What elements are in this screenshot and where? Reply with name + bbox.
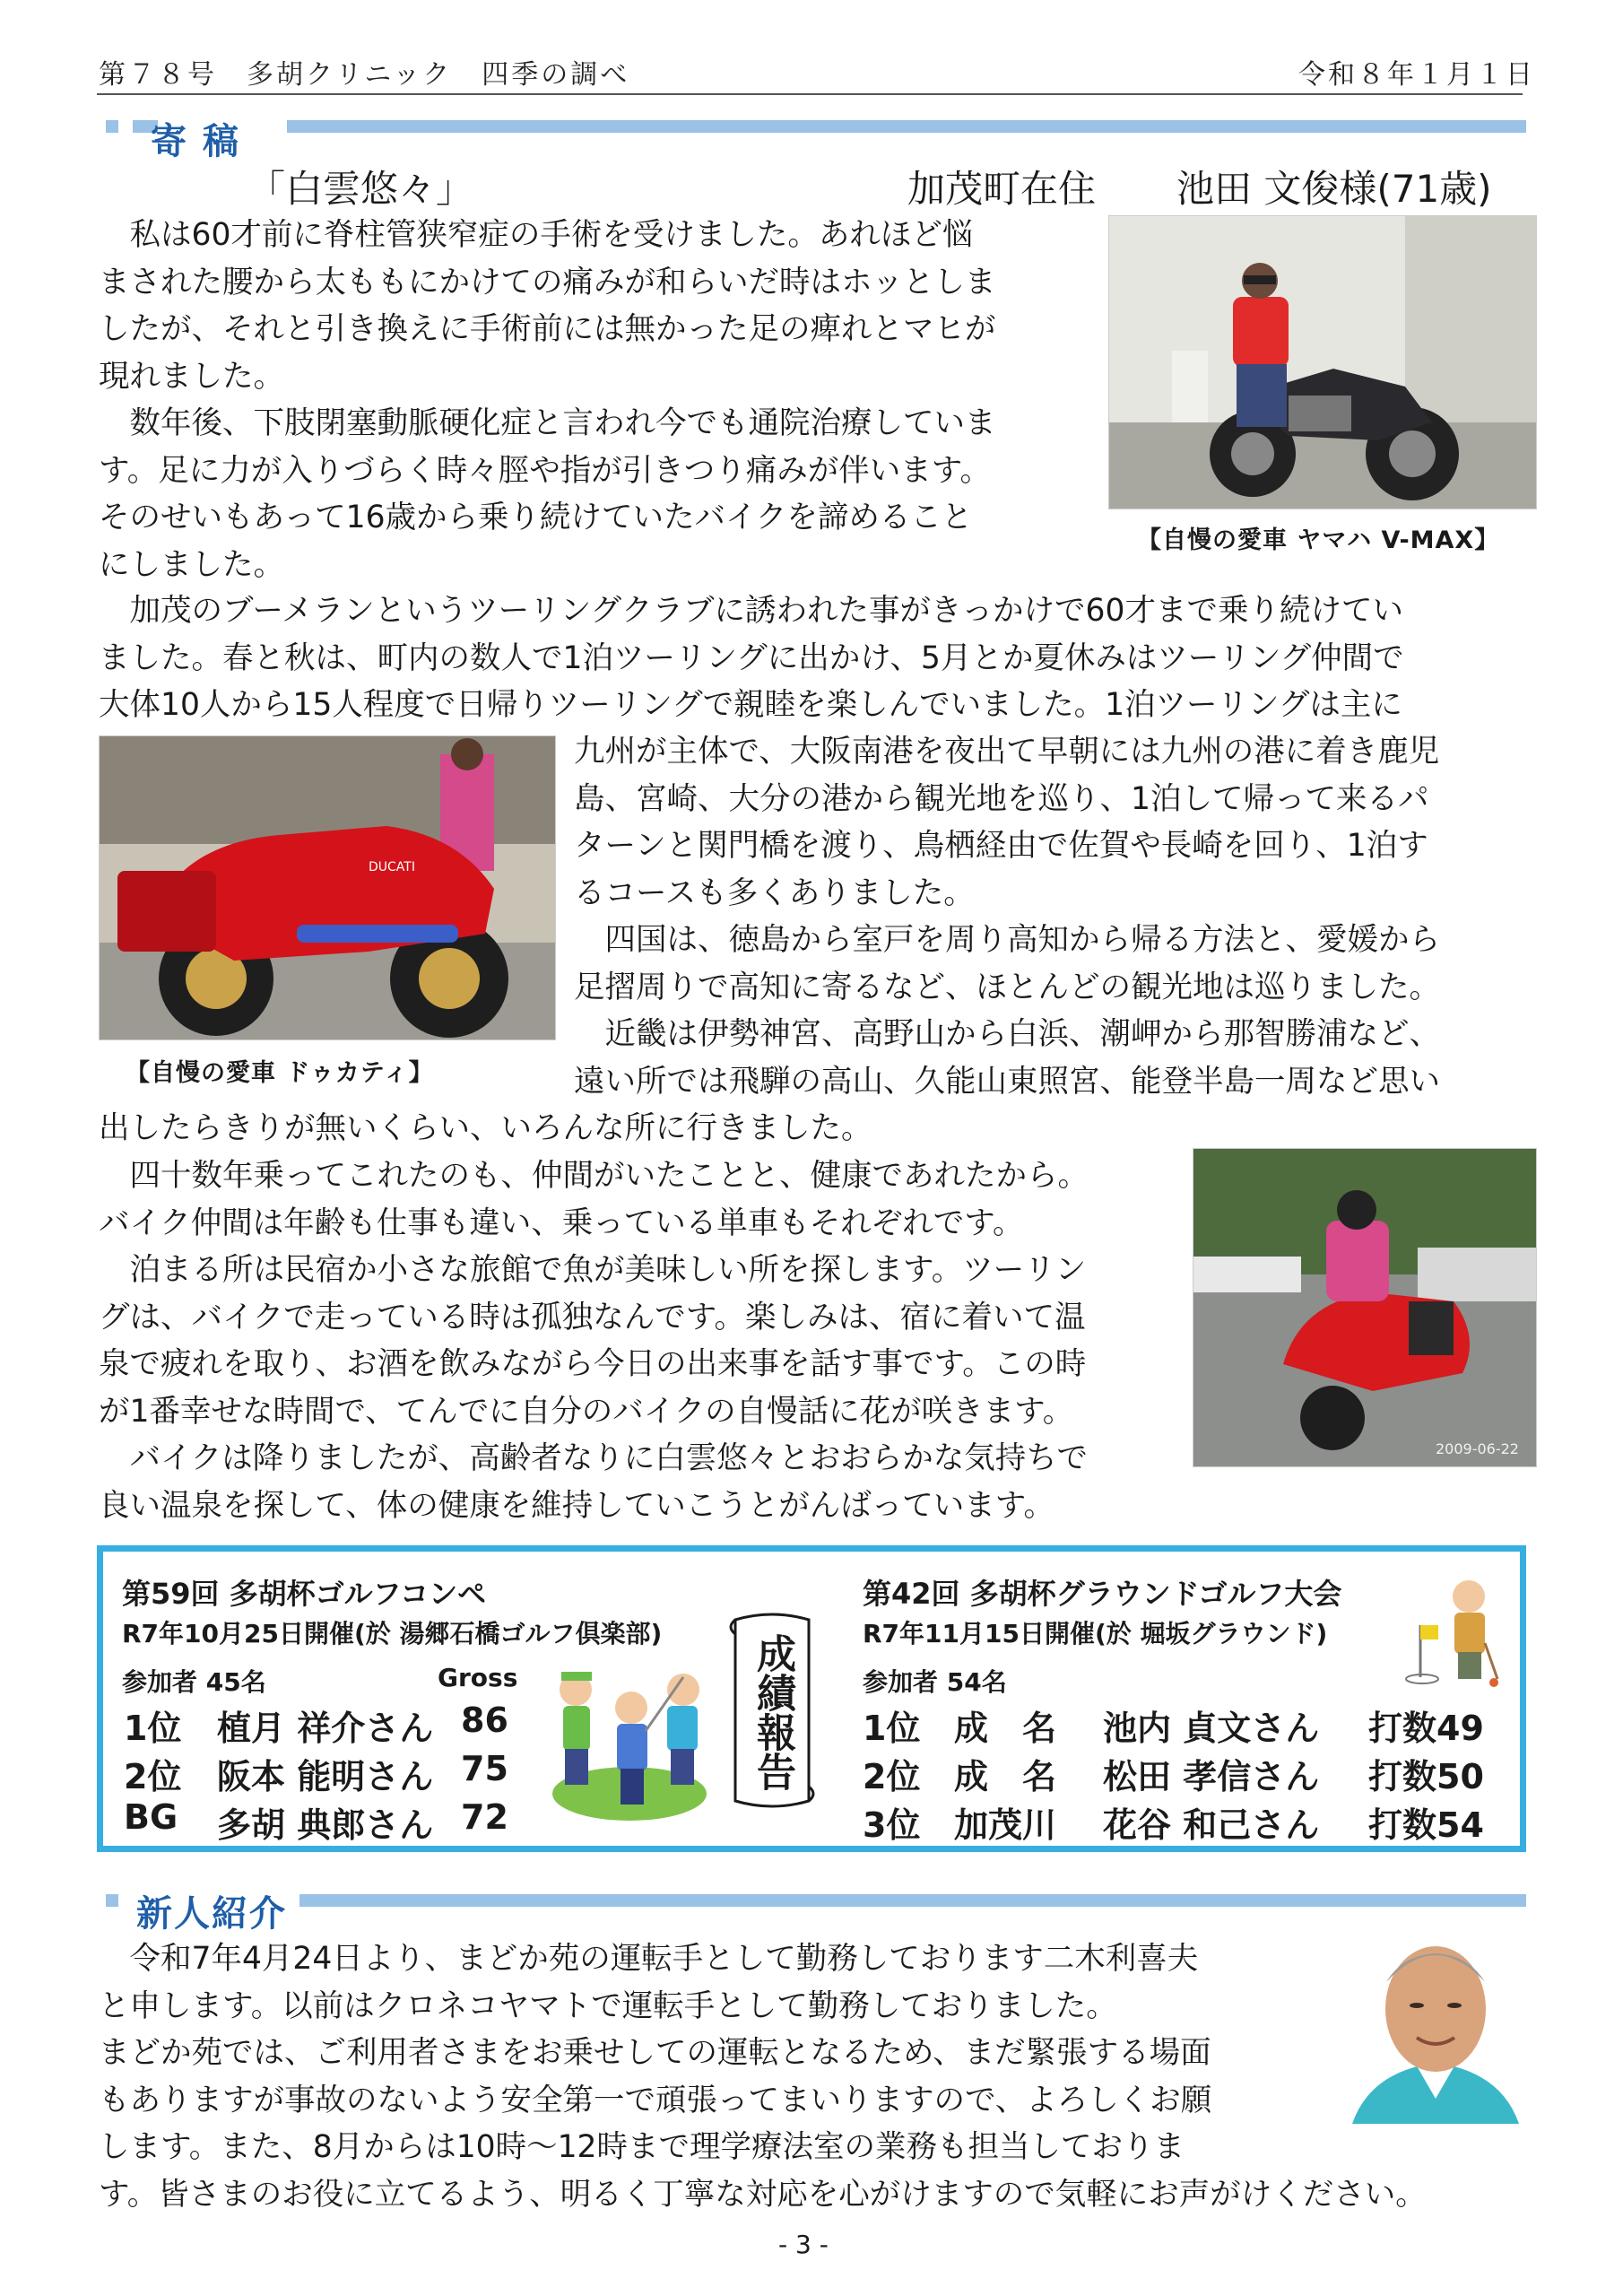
gg-area-3: 加茂川 — [954, 1805, 1057, 1845]
section-title-kikou: 寄稿 — [151, 121, 255, 162]
gg-score-3: 打数54 — [1368, 1805, 1484, 1845]
section-marker-2 — [106, 1894, 118, 1907]
golf-rank-2: 2位 — [124, 1757, 182, 1796]
gg-area-1: 成 名 — [954, 1709, 1057, 1748]
vmax-photo — [1108, 215, 1537, 509]
newcomer-portrait — [1334, 1919, 1537, 2124]
golf-name-3: 多胡 典郎さん — [217, 1805, 434, 1845]
gg-rank-2: 2位 — [863, 1757, 921, 1796]
essay-title: 「白雲悠々」 — [247, 167, 474, 211]
gg-score-2: 打数50 — [1368, 1757, 1484, 1796]
section-bar-right — [287, 120, 1526, 133]
results-label: 成績報告 — [750, 1633, 795, 1791]
photo-date-stamp: 2009-06-22 — [1436, 1440, 1519, 1457]
author-name: 池田 文俊様(71歳) — [1176, 167, 1492, 211]
ground-golf-date: R7年11月15日開催(於 堀坂グラウンド) — [863, 1619, 1328, 1648]
golf-rank-1: 1位 — [124, 1709, 182, 1748]
golf-score-1: 86 — [461, 1700, 508, 1740]
golf-participants: 参加者 45名 — [122, 1667, 266, 1697]
section-title-newcomer: 新人紹介 — [136, 1893, 287, 1935]
golfers-illustration — [549, 1659, 708, 1822]
golf-name-2: 阪本 能明さん — [217, 1757, 434, 1796]
golf-name-1: 植月 祥介さん — [217, 1709, 434, 1748]
gg-rank-1: 1位 — [863, 1709, 921, 1748]
riding-photo — [1193, 1148, 1537, 1467]
header-divider — [97, 93, 1523, 95]
newsletter-issue: 第７８号 多胡クリニック 四季の調べ — [99, 59, 630, 91]
ground-golf-title: 第42回 多胡杯グラウンドゴルフ大会 — [863, 1577, 1342, 1611]
page-number: - 3 - — [778, 2230, 829, 2259]
golf-score-label: Gross — [438, 1663, 518, 1692]
golf-date: R7年10月25日開催(於 湯郷石橋ゴルフ倶楽部) — [122, 1619, 663, 1648]
gg-score-1: 打数49 — [1368, 1709, 1484, 1748]
gg-name-2: 松田 孝信さん — [1103, 1757, 1320, 1796]
essay-paragraph-full: 加茂のブーメランというツーリングクラブに誘われた事がきっかけで60才まで乗り続けてい ました。春と秋は、町内の数人で1泊ツーリングに出かけ、5月とか夏休みはツーリング仲間で 大体10人から15人程度で日帰りツーリングで親睦を楽しんでいました。1泊ツーリングは主に — [99, 593, 1404, 723]
essay-paragraph-right: 九州が主体で、大阪南港を夜出て早朝には九州の港に着き鹿児 島、宮崎、大分の港から観光地を巡り、1泊して帰って来るパ ターンと関門橋を渡り、鳥栖経由で佐賀や長崎を回り、1泊す るコースも多くありました。 四国は、徳島から室戸を周り高知から帰る方法と、愛媛から 足摺周りで高知に寄るなど、ほとんどの観光地は巡りました。 近畿は伊勢神宮、高野山から白浜、潮岬から那智勝浦など、 遠い所では飛騨の高山、久能山東照宮、能登半島一周など思い — [574, 734, 1440, 1100]
essay-paragraph-after: 出したらきりが無いくらい、いろんな所に行きました。 — [99, 1110, 872, 1146]
ground-golf-participants: 参加者 54名 — [863, 1667, 1007, 1697]
golf-score-2: 75 — [461, 1749, 508, 1788]
ground-golf-illustration — [1399, 1571, 1506, 1688]
golf-title: 第59回 多胡杯ゴルフコンペ — [122, 1577, 487, 1611]
gg-rank-3: 3位 — [863, 1805, 921, 1845]
essay-paragraph-bottom: 四十数年乗ってこれたのも、仲間がいたことと、健康であれたから。 バイク仲間は年齢も仕事も違い、乗っている単車もそれぞれです。 泊まる所は民宿か小さな旅館で魚が美味しい所を探します。ツーリン グは、バイクで走っている時は孤独なんです。楽しみは、宿に着いて温 泉で疲れを取り、お酒を飲みながら今日の出来事を話す事です。この時 が1番幸せな時間で、てんでに自分のバイクの自慢話に花が咲きます。 バイクは降りましたが、高齢者なりに白雲悠々とおおらかな気持ちで 良い温泉を探して、体の健康を維持していこうとがんばっています。 — [99, 1158, 1089, 1524]
ducati-photo — [99, 735, 556, 1040]
vmax-caption: 【自慢の愛車 ヤマハ V-MAX】 — [1137, 526, 1500, 554]
golf-rank-3: BG — [124, 1797, 178, 1837]
issue-date: 令和８年１月１日 — [1298, 59, 1535, 91]
gg-name-1: 池内 貞文さん — [1103, 1709, 1320, 1748]
author-place: 加茂町在住 — [907, 167, 1097, 211]
section-marker — [106, 120, 118, 133]
essay-paragraph-top: 私は60才前に脊柱管狭窄症の手術を受けました。あれほど悩 まされた腰から太ももにかけての痛みが和らいだ時はホッとしま したが、それと引き換えに手術前には無かった足の痺れとマヒが 現れました。 数年後、下肢閉塞動脈硬化症と言われ今でも通院治療していま す。足に力が入りづらく時々脛や指が引きつり痛みが伴います。 そのせいもあって16歳から乗り続けていたバイクを諦めること にしました。 — [99, 217, 996, 583]
golf-score-3: 72 — [461, 1797, 508, 1837]
ducati-caption: 【自慢の愛車 ドゥカティ】 — [126, 1059, 434, 1087]
section-bar-newcomer — [299, 1894, 1526, 1907]
ducati-logo: DUCATI — [369, 860, 415, 874]
gg-name-3: 花谷 和己さん — [1103, 1805, 1320, 1845]
newcomer-text: 令和7年4月24日より、まどか苑の運転手として勤務しております二木利喜夫 と申します。以前はクロネコヤマトで運転手として勤務しておりました。 まどか苑では、ご利用者さまをお乗せしての運転となるため、まだ緊張する場面 もありますが事故のないよう安全第一で頑張ってまいりますので、よろしくお願 します。また、8月からは10時〜12時まで理学療法室の業務も担当しておりま す。皆さまのお役に立てるよう、明るく丁寧な対応を心がけますので気軽にお声がけください。 — [99, 1941, 1427, 2213]
gg-area-2: 成 名 — [954, 1757, 1057, 1796]
